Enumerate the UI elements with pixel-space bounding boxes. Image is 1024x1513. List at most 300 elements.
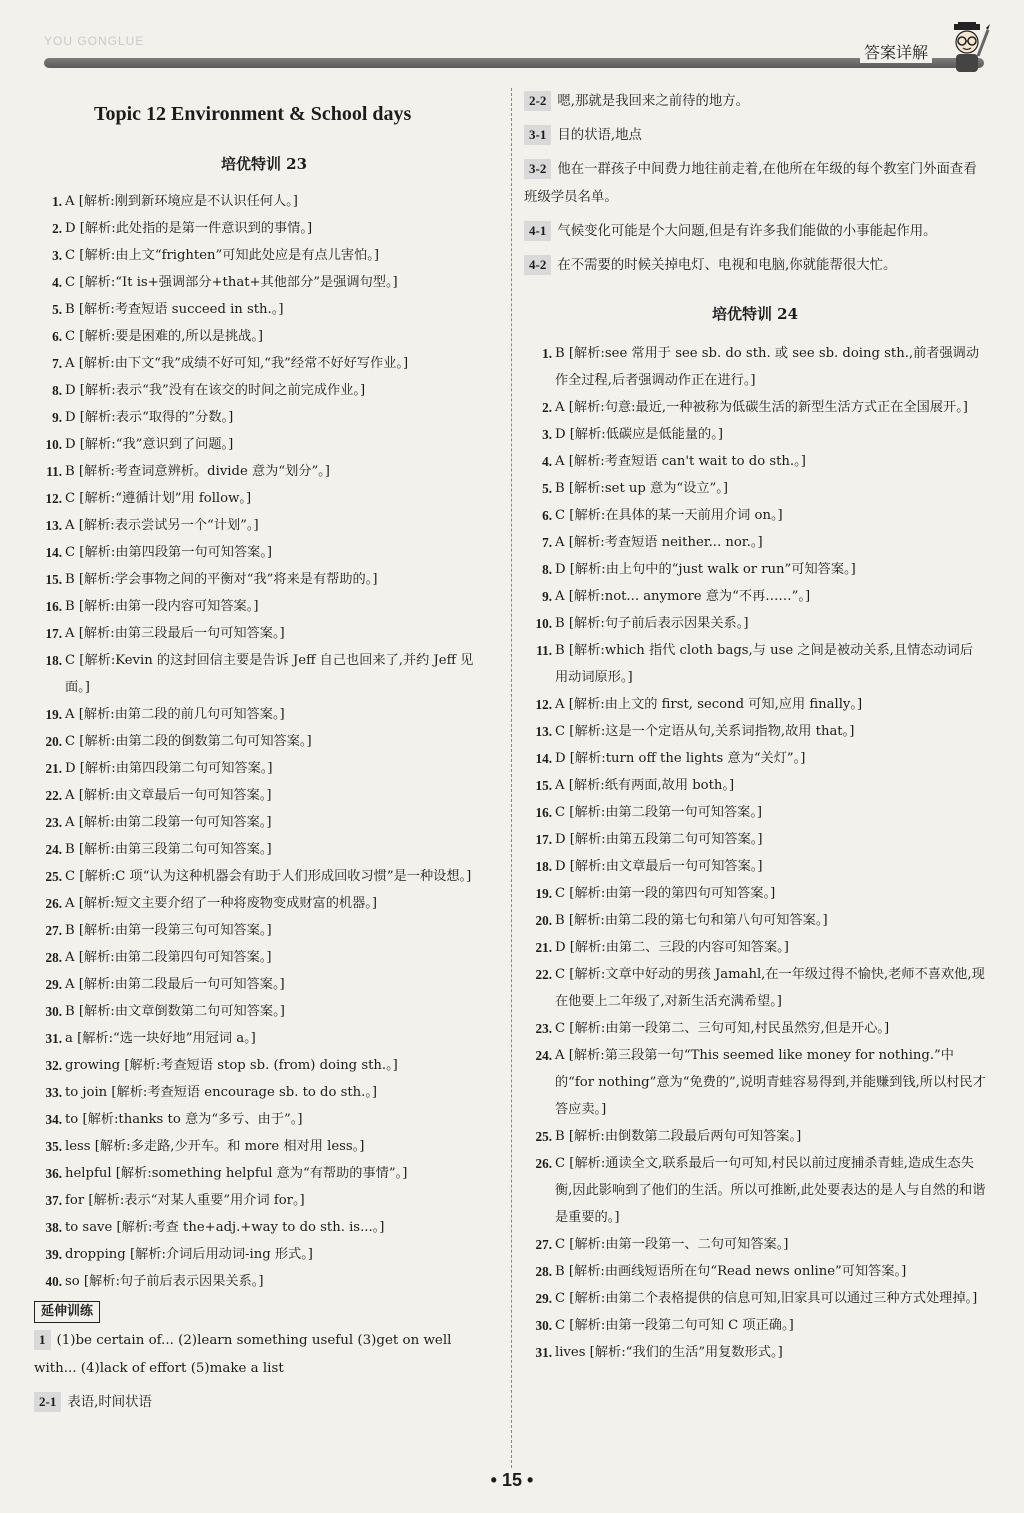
answer-explanation: [解析:纸有两面,故用 both。] bbox=[568, 778, 735, 793]
answer-item bbox=[524, 1150, 986, 1231]
answer-number: 24. bbox=[535, 1048, 552, 1063]
answer-number: 7. bbox=[542, 535, 552, 550]
answer-number: 17. bbox=[535, 832, 552, 847]
extension-tag: 3-1 bbox=[524, 125, 551, 145]
answer-number: 30. bbox=[45, 1004, 62, 1019]
answer-explanation: [解析:turn off the lights 意为“关灯”。] bbox=[569, 751, 806, 766]
answer-number: 18. bbox=[535, 859, 552, 874]
answer-item bbox=[524, 745, 986, 772]
answer-explanation: [解析:which 指代 cloth bags,与 use 之间是被动关系,且情态动词后用动词原形。] bbox=[555, 643, 974, 685]
answer-text bbox=[65, 485, 494, 512]
answer-item bbox=[34, 1052, 494, 1079]
answer-key: D bbox=[555, 751, 566, 766]
answer-number: 38. bbox=[45, 1220, 62, 1235]
answer-item bbox=[524, 448, 986, 475]
answer-number: 1. bbox=[52, 194, 62, 209]
answer-key: growing bbox=[65, 1058, 121, 1073]
answer-text bbox=[65, 728, 494, 755]
answer-key: A bbox=[65, 977, 75, 992]
answer-text bbox=[65, 404, 494, 431]
answer-explanation: [解析:文章中好动的男孩 Jamahl,在一年级过得不愉快,老师不喜欢他,现在他要上二年级了,对新生活充满希望。] bbox=[555, 967, 985, 1009]
answer-explanation: [解析:多走路,少开车。和 more 相对用 less。] bbox=[94, 1139, 365, 1154]
answer-number: 31. bbox=[45, 1031, 62, 1046]
answer-key: C bbox=[65, 869, 76, 884]
answer-number: 33. bbox=[45, 1085, 62, 1100]
answer-text bbox=[65, 431, 494, 458]
header-title: 答案详解 bbox=[860, 40, 932, 63]
answer-item bbox=[34, 242, 494, 269]
answer-key: A bbox=[65, 896, 75, 911]
answer-text bbox=[65, 971, 494, 998]
answer-number: 20. bbox=[45, 734, 62, 749]
answer-key: D bbox=[555, 427, 566, 442]
answer-key: A bbox=[555, 535, 565, 550]
answer-explanation: [解析:由第一段内容可知答案。] bbox=[78, 599, 259, 614]
answer-text bbox=[65, 512, 494, 539]
answer-item bbox=[524, 772, 986, 799]
answer-text bbox=[555, 394, 986, 421]
answer-explanation: [解析:由第二段第四句可知答案。] bbox=[78, 950, 272, 965]
answer-text bbox=[65, 377, 494, 404]
answer-number: 36. bbox=[45, 1166, 62, 1181]
answer-explanation: [解析:介词后用动词-ing 形式。] bbox=[129, 1247, 313, 1262]
answer-text bbox=[555, 421, 986, 448]
answer-number: 1. bbox=[542, 346, 552, 361]
answer-explanation: [解析:要是困难的,所以是挑战。] bbox=[79, 329, 264, 344]
answer-key: a bbox=[65, 1031, 73, 1046]
answer-item bbox=[34, 836, 494, 863]
answer-key: A bbox=[65, 356, 75, 371]
answer-text bbox=[65, 1241, 494, 1268]
answer-explanation: [解析:第三段第一句“This seemed like money for nothing.”中的“for nothing”意为“免费的”,说明青蛙容易得到,并能赚到钱,所以村民才答应卖。] bbox=[555, 1048, 986, 1117]
answer-number: 3. bbox=[542, 427, 552, 442]
answer-key: A bbox=[65, 950, 75, 965]
answer-number: 18. bbox=[45, 653, 62, 668]
answer-item bbox=[34, 1160, 494, 1187]
answer-key: A bbox=[555, 589, 565, 604]
answer-explanation: [解析:something helpful 意为“有帮助的事情”。] bbox=[115, 1166, 408, 1181]
answer-item bbox=[34, 1241, 494, 1268]
answer-item bbox=[524, 826, 986, 853]
answer-explanation: [解析:Kevin 的这封回信主要是告诉 Jeff 自己也回来了,并约 Jeff 见面。] bbox=[65, 653, 474, 695]
answer-item bbox=[34, 1079, 494, 1106]
answer-item bbox=[34, 350, 494, 377]
answer-explanation: [解析:考查短语 stop sb. (from) doing sth.。] bbox=[124, 1058, 398, 1073]
answer-explanation: [解析:短文主要介绍了一种将废物变成财富的机器。] bbox=[78, 896, 377, 911]
answer-number: 4. bbox=[52, 275, 62, 290]
answer-number: 40. bbox=[45, 1274, 62, 1289]
extension-text: 他在一群孩子中间费力地往前走着,在他所在年级的每个教室门外面查看班级学员名单。 bbox=[524, 162, 977, 205]
answer-number: 12. bbox=[45, 491, 62, 506]
answer-item bbox=[34, 755, 494, 782]
extension-item-2-2 bbox=[524, 88, 986, 116]
answer-key: A bbox=[65, 194, 75, 209]
answer-number: 21. bbox=[535, 940, 552, 955]
answer-explanation: [解析:set up 意为“设立”。] bbox=[568, 481, 729, 496]
answer-number: 30. bbox=[535, 1318, 552, 1333]
answer-key: C bbox=[555, 1237, 566, 1252]
answer-explanation: [解析:考查 the+adj.+way to do sth. is...。] bbox=[116, 1220, 385, 1235]
answer-number: 8. bbox=[52, 383, 62, 398]
answer-item bbox=[34, 377, 494, 404]
answer-text bbox=[65, 944, 494, 971]
answer-item bbox=[524, 853, 986, 880]
answer-text bbox=[65, 647, 494, 701]
answer-item bbox=[524, 475, 986, 502]
answer-item bbox=[34, 647, 494, 701]
answer-item bbox=[34, 782, 494, 809]
answer-item bbox=[524, 934, 986, 961]
answer-explanation: [解析:刚到新环境应是不认识任何人。] bbox=[78, 194, 298, 209]
answer-item bbox=[34, 269, 494, 296]
answer-number: 26. bbox=[45, 896, 62, 911]
answer-key: A bbox=[65, 707, 75, 722]
answer-item bbox=[34, 188, 494, 215]
answer-number: 11. bbox=[46, 464, 62, 479]
answer-number: 15. bbox=[535, 778, 552, 793]
extension-text: 嗯,那就是我回来之前待的地方。 bbox=[557, 94, 750, 109]
answer-number: 16. bbox=[45, 599, 62, 614]
extension-item-3-2 bbox=[524, 156, 986, 212]
extension-item-1 bbox=[34, 1327, 494, 1383]
answer-explanation: [解析:由第一段第一、二句可知答案。] bbox=[569, 1237, 789, 1252]
answer-text bbox=[555, 610, 986, 637]
answer-text bbox=[555, 718, 986, 745]
answer-item bbox=[34, 890, 494, 917]
answer-number: 20. bbox=[535, 913, 552, 928]
extension-item-4-2 bbox=[524, 252, 986, 280]
answer-number: 15. bbox=[45, 572, 62, 587]
answer-key: A bbox=[555, 1048, 565, 1063]
answer-text bbox=[555, 475, 986, 502]
answer-explanation: [解析:表示尝试另一个“计划”。] bbox=[78, 518, 259, 533]
answer-text bbox=[65, 269, 494, 296]
answer-item bbox=[34, 917, 494, 944]
answer-item bbox=[524, 1258, 986, 1285]
answer-list-24 bbox=[524, 340, 986, 1366]
answer-key: C bbox=[555, 886, 566, 901]
answer-key: D bbox=[555, 832, 566, 847]
mascot-icon bbox=[944, 22, 990, 78]
right-column bbox=[524, 88, 986, 1366]
answer-text bbox=[65, 809, 494, 836]
answer-item bbox=[524, 1312, 986, 1339]
answer-number: 23. bbox=[45, 815, 62, 830]
answer-number: 22. bbox=[535, 967, 552, 982]
answer-text bbox=[555, 1339, 986, 1366]
answer-key: C bbox=[65, 329, 76, 344]
answer-explanation: [解析:由第三段第二句可知答案。] bbox=[78, 842, 272, 857]
answer-number: 39. bbox=[45, 1247, 62, 1262]
answer-item bbox=[524, 961, 986, 1015]
answer-item bbox=[524, 799, 986, 826]
answer-number: 3. bbox=[52, 248, 62, 263]
answer-item bbox=[34, 512, 494, 539]
answer-explanation: [解析:由文章最后一句可知答案。] bbox=[569, 859, 763, 874]
answer-item bbox=[524, 583, 986, 610]
answer-text bbox=[65, 1025, 494, 1052]
answer-text bbox=[65, 917, 494, 944]
answer-key: lives bbox=[555, 1345, 586, 1360]
answer-key: C bbox=[555, 1291, 566, 1306]
answer-item bbox=[34, 728, 494, 755]
answer-text bbox=[65, 188, 494, 215]
answer-number: 7. bbox=[52, 356, 62, 371]
answer-text bbox=[555, 1258, 986, 1285]
answer-item bbox=[524, 1231, 986, 1258]
answer-text bbox=[555, 583, 986, 610]
answer-key: C bbox=[65, 248, 76, 263]
answer-explanation: [解析:由第二、三段的内容可知答案。] bbox=[569, 940, 789, 955]
answer-text bbox=[555, 799, 986, 826]
answer-text bbox=[65, 836, 494, 863]
answer-number: 35. bbox=[45, 1139, 62, 1154]
answer-text bbox=[65, 458, 494, 485]
answer-key: C bbox=[555, 724, 566, 739]
answer-number: 2. bbox=[52, 221, 62, 236]
answer-item bbox=[34, 701, 494, 728]
answer-key: D bbox=[555, 940, 566, 955]
answer-key: B bbox=[555, 346, 565, 361]
answer-number: 28. bbox=[45, 950, 62, 965]
answer-explanation: [解析:句意:最近,一种被称为低碳生活的新型生活方式正在全国展开。] bbox=[568, 400, 968, 415]
answer-number: 34. bbox=[45, 1112, 62, 1127]
answer-text bbox=[555, 853, 986, 880]
answer-explanation: [解析:考查短语 encourage sb. to do sth.。] bbox=[111, 1085, 378, 1100]
answer-number: 28. bbox=[535, 1264, 552, 1279]
answer-explanation: [解析:由第四段第一句可知答案。] bbox=[79, 545, 273, 560]
answer-text bbox=[65, 539, 494, 566]
answer-key: A bbox=[65, 788, 75, 803]
answer-key: less bbox=[65, 1139, 91, 1154]
answer-item bbox=[34, 998, 494, 1025]
extension-text: 表语,时间状语 bbox=[67, 1395, 152, 1410]
extension-text: 目的状语,地点 bbox=[557, 128, 642, 143]
answer-list-23 bbox=[34, 188, 494, 1295]
answer-explanation: [解析:由上文的 first, second 可知,应用 finally。] bbox=[568, 697, 863, 712]
answer-number: 29. bbox=[45, 977, 62, 992]
answer-text bbox=[65, 998, 494, 1025]
answer-item bbox=[524, 1042, 986, 1123]
extension-item-2-1 bbox=[34, 1389, 494, 1417]
answer-item bbox=[34, 809, 494, 836]
answer-text bbox=[555, 691, 986, 718]
answer-item bbox=[524, 1015, 986, 1042]
answer-key: A bbox=[65, 518, 75, 533]
section-title-24: 培优特训 24 bbox=[711, 305, 799, 323]
answer-explanation: [解析:这是一个定语从句,关系词指物,故用 that。] bbox=[569, 724, 855, 739]
answer-explanation: [解析:考查词意辨析。divide 意为“划分”。] bbox=[78, 464, 330, 479]
answer-text bbox=[65, 566, 494, 593]
answer-key: B bbox=[65, 923, 75, 938]
answer-number: 22. bbox=[45, 788, 62, 803]
extension-text: (1)be certain of... (2)learn something useful (3)get on well with... (4)lack of effort (5)make a list bbox=[34, 1333, 452, 1376]
answer-number: 29. bbox=[535, 1291, 552, 1306]
answer-explanation: [解析:由第二段的倒数第二句可知答案。] bbox=[79, 734, 312, 749]
answer-item bbox=[34, 971, 494, 998]
extension-item-4-1 bbox=[524, 218, 986, 246]
answer-text bbox=[555, 934, 986, 961]
left-column bbox=[34, 88, 494, 1423]
answer-key: B bbox=[65, 1004, 75, 1019]
answer-key: D bbox=[65, 761, 76, 776]
answer-explanation: [解析:表示“对某人重要”用介词 for。] bbox=[88, 1193, 305, 1208]
answer-key: C bbox=[555, 508, 566, 523]
answer-item bbox=[524, 637, 986, 691]
answer-explanation: [解析:由画线短语所在句“Read news online”可知答案。] bbox=[568, 1264, 907, 1279]
answer-item bbox=[34, 539, 494, 566]
answer-number: 10. bbox=[45, 437, 62, 452]
answer-item bbox=[524, 610, 986, 637]
answer-text bbox=[65, 890, 494, 917]
answer-number: 10. bbox=[535, 616, 552, 631]
answer-explanation: [解析:表示“取得的”分数。] bbox=[79, 410, 234, 425]
answer-text bbox=[555, 1150, 986, 1231]
answer-text bbox=[555, 880, 986, 907]
answer-text bbox=[65, 350, 494, 377]
answer-item bbox=[34, 1106, 494, 1133]
answer-item bbox=[34, 620, 494, 647]
answer-number: 26. bbox=[535, 1156, 552, 1171]
answer-item bbox=[524, 1123, 986, 1150]
answer-explanation: [解析:考查短语 can't wait to do sth.。] bbox=[568, 454, 806, 469]
answer-number: 2. bbox=[542, 400, 552, 415]
answer-explanation: [解析:thanks to 意为“多亏、由于”。] bbox=[82, 1112, 303, 1127]
answer-text bbox=[555, 772, 986, 799]
column-divider bbox=[511, 88, 513, 1468]
answer-number: 17. bbox=[45, 626, 62, 641]
answer-key: C bbox=[65, 653, 76, 668]
answer-text bbox=[555, 1231, 986, 1258]
answer-item bbox=[34, 1187, 494, 1214]
answer-text bbox=[555, 907, 986, 934]
answer-text bbox=[65, 782, 494, 809]
answer-explanation: [解析:由第二段第一句可知答案。] bbox=[78, 815, 272, 830]
answer-explanation: [解析:由上句中的“just walk or run”可知答案。] bbox=[569, 562, 856, 577]
answer-number: 14. bbox=[45, 545, 62, 560]
section-title-23: 培优特训 23 bbox=[220, 155, 308, 173]
answer-key: D bbox=[65, 383, 76, 398]
answer-item bbox=[34, 404, 494, 431]
extension-tag: 3-2 bbox=[524, 159, 551, 179]
answer-item bbox=[34, 323, 494, 350]
answer-text bbox=[65, 296, 494, 323]
answer-key: B bbox=[65, 302, 75, 317]
answer-item bbox=[524, 1339, 986, 1366]
answer-explanation: [解析:通读全文,联系最后一句可知,村民以前过度捕杀青蛙,造成生态失衡,因此影响到了他们的生活。所以可推断,此处要表达的是人与自然的和谐是重要的。] bbox=[555, 1156, 986, 1225]
brand-text: YOU GONGLUE bbox=[44, 34, 145, 48]
answer-number: 9. bbox=[52, 410, 62, 425]
answer-item bbox=[34, 1268, 494, 1295]
answer-explanation: [解析:由第二段的第七句和第八句可知答案。] bbox=[568, 913, 828, 928]
answer-text bbox=[65, 323, 494, 350]
answer-item bbox=[34, 296, 494, 323]
answer-number: 8. bbox=[542, 562, 552, 577]
answer-text bbox=[555, 1042, 986, 1123]
answer-item bbox=[524, 394, 986, 421]
answer-explanation: [解析:学会事物之间的平衡对“我”将来是有帮助的。] bbox=[78, 572, 378, 587]
answer-key: A bbox=[65, 626, 75, 641]
answer-key: A bbox=[555, 697, 565, 712]
answer-explanation: [解析:考查短语 succeed in sth.。] bbox=[78, 302, 284, 317]
answer-number: 16. bbox=[535, 805, 552, 820]
answer-key: A bbox=[65, 815, 75, 830]
extension-tag: 2-2 bbox=[524, 91, 551, 111]
answer-key: B bbox=[555, 1129, 565, 1144]
answer-explanation: [解析:“It is+强调部分+that+其他部分”是强调句型。] bbox=[79, 275, 398, 290]
answer-key: so bbox=[65, 1274, 80, 1289]
answer-key: B bbox=[65, 464, 75, 479]
answer-text bbox=[555, 340, 986, 394]
answer-key: B bbox=[555, 1264, 565, 1279]
answer-key: B bbox=[555, 481, 565, 496]
answer-text bbox=[555, 1285, 986, 1312]
answer-explanation: [解析:“我”意识到了问题。] bbox=[79, 437, 234, 452]
topic-title: Topic 12 Environment & School days bbox=[94, 103, 412, 125]
answer-number: 21. bbox=[45, 761, 62, 776]
answer-explanation: [解析:由第二个表格提供的信息可知,旧家具可以通过三种方式处理掉。] bbox=[569, 1291, 978, 1306]
answer-text bbox=[555, 1015, 986, 1042]
answer-text bbox=[65, 1214, 494, 1241]
answer-explanation: [解析:由第一段第二、三句可知,村民虽然穷,但是开心。] bbox=[569, 1021, 890, 1036]
answer-text bbox=[65, 1268, 494, 1295]
answer-text bbox=[65, 1160, 494, 1187]
answer-explanation: [解析:在具体的某一天前用介词 on。] bbox=[569, 508, 783, 523]
answer-item bbox=[524, 529, 986, 556]
answer-key: A bbox=[555, 454, 565, 469]
answer-explanation: [解析:表示“我”没有在该交的时间之前完成作业。] bbox=[79, 383, 366, 398]
answer-key: B bbox=[555, 643, 565, 658]
answer-key: B bbox=[65, 572, 75, 587]
answer-text bbox=[65, 1187, 494, 1214]
answer-key: to save bbox=[65, 1220, 113, 1235]
extension-text: 气候变化可能是个大问题,但是有许多我们能做的小事能起作用。 bbox=[557, 224, 937, 239]
answer-text bbox=[65, 593, 494, 620]
answer-key: C bbox=[555, 967, 566, 982]
extension-tag: 1 bbox=[34, 1330, 51, 1350]
answer-item bbox=[524, 556, 986, 583]
answer-item bbox=[34, 1214, 494, 1241]
answer-key: C bbox=[555, 1318, 566, 1333]
answer-text bbox=[555, 745, 986, 772]
answer-key: D bbox=[65, 221, 76, 236]
answer-explanation: [解析:低碳应是低能量的。] bbox=[569, 427, 723, 442]
answer-item bbox=[34, 1025, 494, 1052]
answer-key: D bbox=[65, 410, 76, 425]
answer-text bbox=[555, 529, 986, 556]
answer-item bbox=[34, 458, 494, 485]
answer-key: C bbox=[555, 1156, 566, 1171]
answer-text bbox=[555, 448, 986, 475]
answer-item bbox=[34, 863, 494, 890]
answer-key: C bbox=[65, 545, 76, 560]
answer-item bbox=[524, 340, 986, 394]
answer-text bbox=[65, 242, 494, 269]
answer-key: B bbox=[555, 913, 565, 928]
answer-explanation: [解析:see 常用于 see sb. do sth. 或 see sb. doing sth.,前者强调动作全过程,后者强调动作正在进行。] bbox=[555, 346, 980, 388]
answer-explanation: [解析:由文章最后一句可知答案。] bbox=[78, 788, 272, 803]
answer-text bbox=[65, 1052, 494, 1079]
answer-item bbox=[34, 566, 494, 593]
answer-item bbox=[524, 880, 986, 907]
answer-number: 13. bbox=[45, 518, 62, 533]
answer-explanation: [解析:C 项“认为这种机器会有助于人们形成回收习惯”是一种设想。] bbox=[79, 869, 472, 884]
answer-key: D bbox=[555, 859, 566, 874]
answer-item bbox=[34, 1133, 494, 1160]
answer-explanation: [解析:由第三段最后一句可知答案。] bbox=[78, 626, 285, 641]
extension-tag: 4-2 bbox=[524, 255, 551, 275]
answer-key: for bbox=[65, 1193, 85, 1208]
